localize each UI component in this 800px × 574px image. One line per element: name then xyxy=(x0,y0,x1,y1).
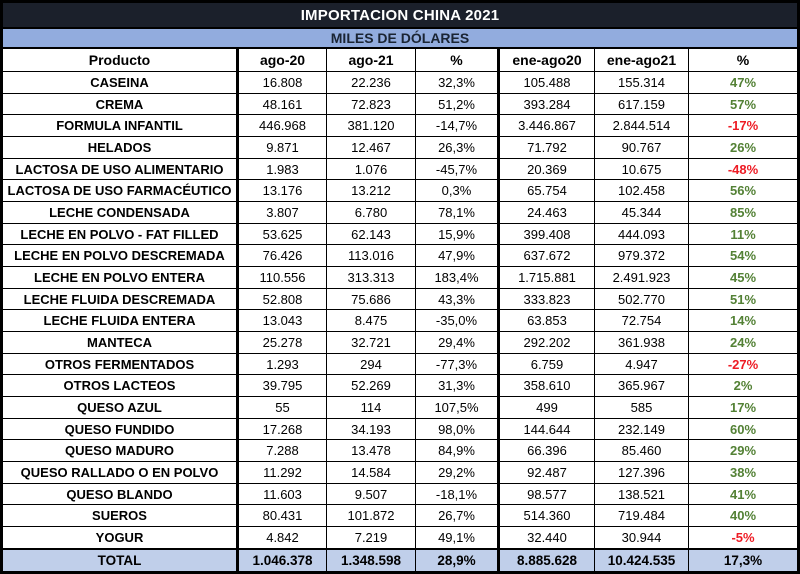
month-pct-value: 47,9% xyxy=(416,245,499,267)
ago20-value: 1.983 xyxy=(238,158,327,180)
table-row xyxy=(2,223,799,245)
month-pct-value: 26,3% xyxy=(416,137,499,159)
eneago20-value: 399.408 xyxy=(499,223,595,245)
eneago21-value: 10.675 xyxy=(595,158,689,180)
ytd-pct-value: 17% xyxy=(689,397,799,419)
eneago21-value: 444.093 xyxy=(595,223,689,245)
ago21-value: 8.475 xyxy=(327,310,416,332)
eneago20-value: 66.396 xyxy=(499,440,595,462)
ytd-pct-value: 85% xyxy=(689,202,799,224)
eneago20-value: 32.440 xyxy=(499,527,595,549)
eneago21-value: 102.458 xyxy=(595,180,689,202)
ago21-value: 13.478 xyxy=(327,440,416,462)
eneago20-value: 358.610 xyxy=(499,375,595,397)
ytd-pct-value: -27% xyxy=(689,353,799,375)
eneago20-value: 63.853 xyxy=(499,310,595,332)
ytd-pct-value: 26% xyxy=(689,137,799,159)
ytd-pct-value: -5% xyxy=(689,527,799,549)
col-header-pct-month: % xyxy=(416,48,499,72)
month-pct-value: -45,7% xyxy=(416,158,499,180)
total-row xyxy=(2,549,799,573)
eneago20-value: 24.463 xyxy=(499,202,595,224)
product-name: LECHE CONDENSADA xyxy=(2,202,238,224)
month-pct-value: 183,4% xyxy=(416,267,499,289)
ytd-pct-value: 51% xyxy=(689,288,799,310)
month-pct-value: 51,2% xyxy=(416,93,499,115)
month-pct-value: -14,7% xyxy=(416,115,499,137)
month-pct-value: 84,9% xyxy=(416,440,499,462)
product-name: YOGUR xyxy=(2,527,238,549)
product-name: QUESO RALLADO O EN POLVO xyxy=(2,462,238,484)
total-label: TOTAL xyxy=(2,549,238,573)
table-title: IMPORTACION CHINA 2021 xyxy=(2,2,799,29)
month-pct-value: 107,5% xyxy=(416,397,499,419)
eneago21-value: 4.947 xyxy=(595,353,689,375)
ago21-value: 72.823 xyxy=(327,93,416,115)
ago20-value: 17.268 xyxy=(238,418,327,440)
eneago21-value: 719.484 xyxy=(595,505,689,527)
month-pct-value: 43,3% xyxy=(416,288,499,310)
month-pct-value: 49,1% xyxy=(416,527,499,549)
table-row xyxy=(2,462,799,484)
ytd-pct-value: 38% xyxy=(689,462,799,484)
ago21-value: 101.872 xyxy=(327,505,416,527)
ytd-pct-value: 11% xyxy=(689,223,799,245)
ytd-pct-value: 24% xyxy=(689,332,799,354)
product-name: QUESO MADURO xyxy=(2,440,238,462)
subtitle-row xyxy=(2,28,799,48)
month-pct-value: -18,1% xyxy=(416,483,499,505)
month-pct-value: 98,0% xyxy=(416,418,499,440)
ago21-value: 75.686 xyxy=(327,288,416,310)
ago21-value: 1.076 xyxy=(327,158,416,180)
ago21-value: 13.212 xyxy=(327,180,416,202)
ago20-value: 39.795 xyxy=(238,375,327,397)
ago20-value: 3.807 xyxy=(238,202,327,224)
ago20-value: 16.808 xyxy=(238,72,327,94)
product-name: QUESO FUNDIDO xyxy=(2,418,238,440)
ytd-pct-value: 60% xyxy=(689,418,799,440)
eneago20-value: 71.792 xyxy=(499,137,595,159)
eneago20-value: 3.446.867 xyxy=(499,115,595,137)
eneago21-value: 617.159 xyxy=(595,93,689,115)
table-body xyxy=(2,72,799,550)
eneago20-value: 292.202 xyxy=(499,332,595,354)
product-name: QUESO AZUL xyxy=(2,397,238,419)
product-name: CREMA xyxy=(2,93,238,115)
product-name: QUESO BLANDO xyxy=(2,483,238,505)
eneago20-value: 144.644 xyxy=(499,418,595,440)
product-name: LECHE EN POLVO - FAT FILLED xyxy=(2,223,238,245)
eneago20-value: 514.360 xyxy=(499,505,595,527)
ytd-pct-value: 40% xyxy=(689,505,799,527)
ago21-value: 381.120 xyxy=(327,115,416,137)
month-pct-value: 29,2% xyxy=(416,462,499,484)
ytd-pct-value: 29% xyxy=(689,440,799,462)
product-name: CASEINA xyxy=(2,72,238,94)
eneago21-value: 2.491.923 xyxy=(595,267,689,289)
table-row xyxy=(2,72,799,94)
total-ago21: 1.348.598 xyxy=(327,549,416,573)
ago21-value: 12.467 xyxy=(327,137,416,159)
ytd-pct-value: 14% xyxy=(689,310,799,332)
col-header-producto: Producto xyxy=(2,48,238,72)
eneago20-value: 105.488 xyxy=(499,72,595,94)
ago20-value: 4.842 xyxy=(238,527,327,549)
ago21-value: 14.584 xyxy=(327,462,416,484)
col-header-ago20: ago-20 xyxy=(238,48,327,72)
month-pct-value: 31,3% xyxy=(416,375,499,397)
ago21-value: 9.507 xyxy=(327,483,416,505)
month-pct-value: 15,9% xyxy=(416,223,499,245)
ytd-pct-value: 56% xyxy=(689,180,799,202)
table-row xyxy=(2,158,799,180)
table-row xyxy=(2,527,799,549)
ago20-value: 110.556 xyxy=(238,267,327,289)
ago21-value: 113.016 xyxy=(327,245,416,267)
table-subtitle: MILES DE DÓLARES xyxy=(2,28,799,48)
product-name: OTROS LACTEOS xyxy=(2,375,238,397)
table-row xyxy=(2,115,799,137)
total-pct-ytd: 17,3% xyxy=(689,549,799,573)
table-row xyxy=(2,332,799,354)
eneago21-value: 502.770 xyxy=(595,288,689,310)
ago20-value: 52.808 xyxy=(238,288,327,310)
table-row xyxy=(2,505,799,527)
ago20-value: 48.161 xyxy=(238,93,327,115)
ytd-pct-value: -17% xyxy=(689,115,799,137)
ago20-value: 80.431 xyxy=(238,505,327,527)
eneago20-value: 20.369 xyxy=(499,158,595,180)
eneago21-value: 232.149 xyxy=(595,418,689,440)
ago21-value: 313.313 xyxy=(327,267,416,289)
month-pct-value: 32,3% xyxy=(416,72,499,94)
product-name: OTROS FERMENTADOS xyxy=(2,353,238,375)
table-row xyxy=(2,137,799,159)
product-name: FORMULA INFANTIL xyxy=(2,115,238,137)
ago20-value: 9.871 xyxy=(238,137,327,159)
product-name: MANTECA xyxy=(2,332,238,354)
eneago21-value: 155.314 xyxy=(595,72,689,94)
product-name: LACTOSA DE USO ALIMENTARIO xyxy=(2,158,238,180)
eneago20-value: 393.284 xyxy=(499,93,595,115)
product-name: LECHE EN POLVO ENTERA xyxy=(2,267,238,289)
product-name: SUEROS xyxy=(2,505,238,527)
total-ago20: 1.046.378 xyxy=(238,549,327,573)
table-row xyxy=(2,202,799,224)
eneago20-value: 1.715.881 xyxy=(499,267,595,289)
table-row xyxy=(2,440,799,462)
eneago21-value: 30.944 xyxy=(595,527,689,549)
col-header-pct-ytd: % xyxy=(689,48,799,72)
ago21-value: 32.721 xyxy=(327,332,416,354)
month-pct-value: 29,4% xyxy=(416,332,499,354)
table-row xyxy=(2,353,799,375)
ytd-pct-value: 47% xyxy=(689,72,799,94)
eneago20-value: 6.759 xyxy=(499,353,595,375)
eneago20-value: 65.754 xyxy=(499,180,595,202)
ytd-pct-value: 54% xyxy=(689,245,799,267)
eneago20-value: 92.487 xyxy=(499,462,595,484)
ago21-value: 114 xyxy=(327,397,416,419)
eneago20-value: 333.823 xyxy=(499,288,595,310)
eneago21-value: 85.460 xyxy=(595,440,689,462)
ytd-pct-value: 41% xyxy=(689,483,799,505)
eneago21-value: 45.344 xyxy=(595,202,689,224)
table-row xyxy=(2,267,799,289)
col-header-eneago21: ene-ago21 xyxy=(595,48,689,72)
eneago21-value: 585 xyxy=(595,397,689,419)
product-name: LECHE FLUIDA ENTERA xyxy=(2,310,238,332)
ago20-value: 446.968 xyxy=(238,115,327,137)
product-name: LECHE EN POLVO DESCREMADA xyxy=(2,245,238,267)
eneago21-value: 72.754 xyxy=(595,310,689,332)
ago20-value: 7.288 xyxy=(238,440,327,462)
col-header-eneago20: ene-ago20 xyxy=(499,48,595,72)
ago21-value: 294 xyxy=(327,353,416,375)
table-row xyxy=(2,180,799,202)
ytd-pct-value: 57% xyxy=(689,93,799,115)
product-name: LACTOSA DE USO FARMACÉUTICO xyxy=(2,180,238,202)
eneago21-value: 127.396 xyxy=(595,462,689,484)
ago21-value: 6.780 xyxy=(327,202,416,224)
ago21-value: 52.269 xyxy=(327,375,416,397)
eneago21-value: 2.844.514 xyxy=(595,115,689,137)
eneago21-value: 361.938 xyxy=(595,332,689,354)
ago21-value: 7.219 xyxy=(327,527,416,549)
ytd-pct-value: 45% xyxy=(689,267,799,289)
eneago21-value: 979.372 xyxy=(595,245,689,267)
eneago21-value: 138.521 xyxy=(595,483,689,505)
eneago21-value: 365.967 xyxy=(595,375,689,397)
table-row xyxy=(2,375,799,397)
eneago20-value: 637.672 xyxy=(499,245,595,267)
title-row xyxy=(2,2,799,29)
total-eneago21: 10.424.535 xyxy=(595,549,689,573)
eneago20-value: 98.577 xyxy=(499,483,595,505)
ago20-value: 1.293 xyxy=(238,353,327,375)
ago20-value: 76.426 xyxy=(238,245,327,267)
ago20-value: 53.625 xyxy=(238,223,327,245)
ago20-value: 11.603 xyxy=(238,483,327,505)
month-pct-value: -77,3% xyxy=(416,353,499,375)
ytd-pct-value: -48% xyxy=(689,158,799,180)
ago20-value: 55 xyxy=(238,397,327,419)
table-row xyxy=(2,310,799,332)
ago21-value: 62.143 xyxy=(327,223,416,245)
ago20-value: 25.278 xyxy=(238,332,327,354)
total-pct-month: 28,9% xyxy=(416,549,499,573)
table-row xyxy=(2,483,799,505)
ago20-value: 13.176 xyxy=(238,180,327,202)
ago20-value: 13.043 xyxy=(238,310,327,332)
table-row xyxy=(2,93,799,115)
product-name: LECHE FLUIDA DESCREMADA xyxy=(2,288,238,310)
table-row xyxy=(2,288,799,310)
table-row xyxy=(2,397,799,419)
total-eneago20: 8.885.628 xyxy=(499,549,595,573)
eneago21-value: 90.767 xyxy=(595,137,689,159)
ago20-value: 11.292 xyxy=(238,462,327,484)
table-row xyxy=(2,418,799,440)
eneago20-value: 499 xyxy=(499,397,595,419)
col-header-ago21: ago-21 xyxy=(327,48,416,72)
month-pct-value: -35,0% xyxy=(416,310,499,332)
ago21-value: 34.193 xyxy=(327,418,416,440)
column-header-row xyxy=(2,48,799,72)
table-row xyxy=(2,245,799,267)
month-pct-value: 0,3% xyxy=(416,180,499,202)
ytd-pct-value: 2% xyxy=(689,375,799,397)
ago21-value: 22.236 xyxy=(327,72,416,94)
month-pct-value: 26,7% xyxy=(416,505,499,527)
month-pct-value: 78,1% xyxy=(416,202,499,224)
product-name: HELADOS xyxy=(2,137,238,159)
